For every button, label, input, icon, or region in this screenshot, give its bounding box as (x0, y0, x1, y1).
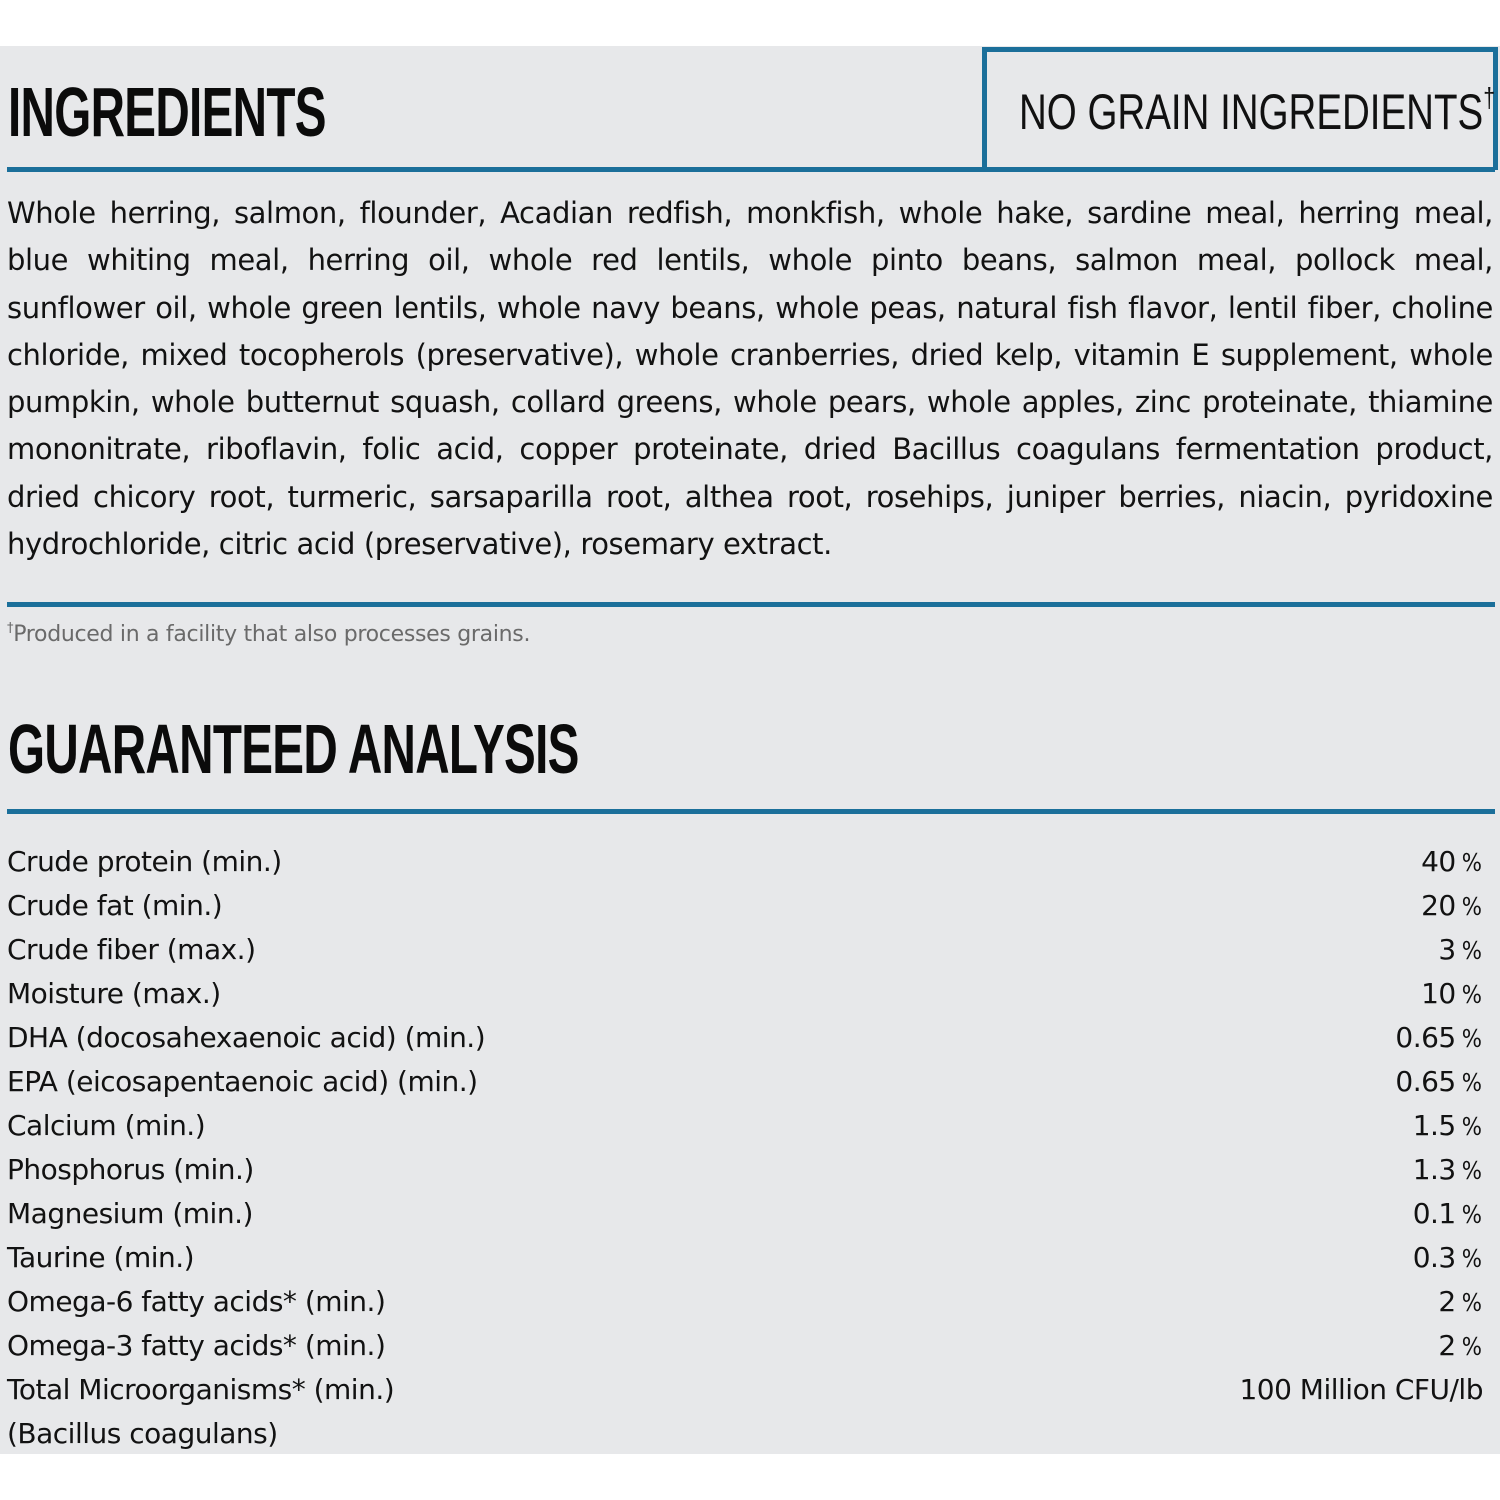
nutrient-amount: 0.65 (1395, 1065, 1456, 1098)
nutrient-label: EPA (eicosapentaenoic acid) (min.) (7, 1065, 478, 1098)
nutrient-amount: 2 (1438, 1329, 1456, 1362)
nutrient-label: DHA (docosahexaenoic acid) (min.) (7, 1021, 486, 1054)
nutrient-label: Omega-3 fatty acids* (min.) (7, 1329, 386, 1362)
nutrient-unit: % (1461, 1112, 1482, 1141)
nutrient-label: Crude protein (min.) (7, 845, 282, 878)
ingredients-bottom-rule (7, 602, 1495, 607)
nutrient-amount: 1.5 (1412, 1109, 1456, 1142)
analysis-row (7, 972, 1483, 1016)
nutrient-value (1421, 840, 1483, 885)
ingredients-list: Whole herring, salmon, flounder, Acadian redfish, monkfish, whole hake, sardine meal, herring meal, blue whiting meal, herring oil, whole red lentils, whole pinto beans, salmon meal, pollock meal, sunflower oil, whole green lentils, whole navy beans, whole peas, natural fish flavor, lentil fiber, choline chloride, mixed tocopherols (preservative), whole cranberries, dried kelp, vitamin E supplement, whole pumpkin, whole butternut squash, collard greens, whole pears, whole apples, zinc proteinate, thiamine mononitrate, riboflavin, folic acid, copper proteinate, dried Bacillus coagulans fermentation product, dried chicory root, turmeric, sarsaparilla root, althea root, rosehips, juniper berries, niacin, pyridoxine hydrochloride, citric acid (preservative), rosemary extract. (7, 196, 1493, 562)
nutrient-unit: % (1461, 1244, 1482, 1273)
analysis-row (7, 884, 1483, 928)
nutrient-value (1421, 884, 1483, 929)
nutrient-unit: % (1461, 892, 1482, 921)
no-grain-badge-text (1019, 82, 1495, 142)
nutrient-amount: 0.1 (1412, 1197, 1456, 1230)
nutrient-label: Omega-6 fatty acids* (min.) (7, 1285, 386, 1318)
analysis-row (7, 840, 1483, 884)
analysis-row (7, 1236, 1483, 1280)
nutrient-unit: % (1461, 1288, 1482, 1317)
nutrient-unit: % (1461, 1156, 1482, 1185)
nutrient-label: Taurine (min.) (7, 1241, 195, 1274)
nutrient-unit: % (1461, 848, 1482, 877)
analysis-row (7, 928, 1483, 972)
nutrient-value (1413, 1104, 1483, 1149)
nutrient-amount: 100 Million CFU/lb (1239, 1373, 1483, 1406)
nutrient-value (1239, 1368, 1483, 1412)
nutrient-label: Crude fiber (max.) (7, 933, 256, 966)
nutrient-amount: 0.3 (1412, 1241, 1456, 1274)
nutrient-value (1438, 1324, 1483, 1369)
analysis-row (7, 1016, 1483, 1060)
badge-label: NO GRAIN INGREDIENTS (1019, 84, 1484, 140)
analysis-table (7, 840, 1483, 1456)
nutrient-unit: % (1461, 1200, 1482, 1229)
ingredients-top-rule (7, 167, 1495, 172)
microorganism-note: (Bacillus coagulans) (7, 1417, 278, 1450)
nutrient-amount: 40 (1421, 845, 1456, 878)
nutrient-amount: 10 (1421, 977, 1456, 1010)
grain-facility-footnote (7, 620, 530, 650)
analysis-row (7, 1192, 1483, 1236)
nutrient-amount: 0.65 (1395, 1021, 1456, 1054)
nutrient-amount: 3 (1438, 933, 1456, 966)
analysis-rule (7, 809, 1495, 814)
guaranteed-analysis-heading: GUARANTEED ANALYSIS (8, 710, 579, 788)
footnote-dagger: † (7, 621, 14, 636)
analysis-row (7, 1280, 1483, 1324)
analysis-row (7, 1060, 1483, 1104)
nutrient-value (1413, 1148, 1483, 1193)
no-grain-badge (982, 47, 1498, 170)
nutrient-label: Moisture (max.) (7, 977, 221, 1010)
analysis-row (7, 1104, 1483, 1148)
analysis-row (7, 1324, 1483, 1368)
nutrient-amount: 1.3 (1412, 1153, 1456, 1186)
nutrient-value (1438, 1280, 1483, 1325)
analysis-row (7, 1148, 1483, 1192)
nutrient-label: Magnesium (min.) (7, 1197, 253, 1230)
nutrient-value (1413, 1236, 1483, 1281)
badge-dagger: † (1483, 82, 1496, 113)
nutrient-value (1413, 1192, 1483, 1237)
nutrient-amount: 20 (1421, 889, 1456, 922)
nutrient-amount: 2 (1438, 1285, 1456, 1318)
nutrient-unit: % (1461, 1068, 1482, 1097)
nutrient-unit: % (1461, 1024, 1482, 1053)
nutrient-label: Crude fat (min.) (7, 889, 223, 922)
analysis-note-row (7, 1412, 1483, 1456)
analysis-row (7, 1368, 1483, 1412)
nutrient-unit: % (1461, 936, 1482, 965)
nutrient-value (1395, 1060, 1483, 1105)
nutrient-value (1421, 972, 1483, 1017)
nutrient-label: Calcium (min.) (7, 1109, 206, 1142)
nutrient-label: Total Microorganisms* (min.) (7, 1373, 395, 1406)
ingredients-heading: INGREDIENTS (8, 73, 326, 151)
nutrient-value (1395, 1016, 1483, 1061)
footnote-text: Produced in a facility that also processes grains. (13, 622, 531, 647)
nutrient-unit: % (1461, 1332, 1482, 1361)
nutrient-label: Phosphorus (min.) (7, 1153, 254, 1186)
nutrient-unit: % (1461, 980, 1482, 1009)
nutrient-value (1438, 928, 1483, 973)
